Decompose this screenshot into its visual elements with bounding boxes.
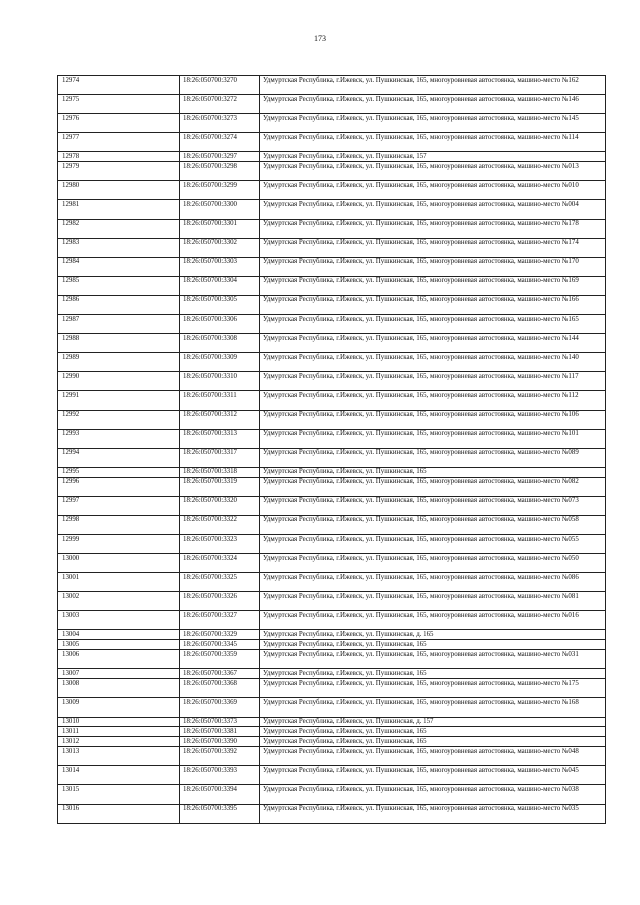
table-row [58, 200, 606, 219]
row-number-cell: 12997 [58, 496, 180, 515]
row-number-cell: 12993 [58, 429, 180, 448]
row-number-cell: 12995 [58, 467, 180, 477]
table-row [58, 295, 606, 314]
row-number-cell: 13016 [58, 804, 180, 823]
address-cell: Удмуртская Республика, г.Ижевск, ул. Пушкинская, 165, многоуровневая автостоянка, машино-место №140 [260, 353, 606, 372]
table-row [58, 334, 606, 353]
table-row [58, 592, 606, 611]
row-number-cell: 13003 [58, 611, 180, 630]
cadastral-number-cell: 18:26:050700:3306 [180, 315, 260, 334]
address-cell: Удмуртская Республика, г.Ижевск, ул. Пушкинская, 165, многоуровневая автостоянка, машино-место №082 [260, 477, 606, 496]
cadastral-number-cell: 18:26:050700:3359 [180, 650, 260, 669]
cadastral-number-cell: 18:26:050700:3299 [180, 181, 260, 200]
row-number-cell: 12976 [58, 114, 180, 133]
row-number-cell: 13014 [58, 766, 180, 785]
table-row [58, 727, 606, 737]
row-number-cell: 12989 [58, 353, 180, 372]
row-number-cell: 13000 [58, 554, 180, 573]
table-row [58, 353, 606, 372]
address-cell: Удмуртская Республика, г.Ижевск, ул. Пушкинская, 165 [260, 640, 606, 650]
address-cell: Удмуртская Республика, г.Ижевск, ул. Пушкинская, 165, многоуровневая автостоянка, машино-место №010 [260, 181, 606, 200]
row-number-cell: 12991 [58, 391, 180, 410]
cadastral-number-cell: 18:26:050700:3312 [180, 410, 260, 429]
table-row [58, 669, 606, 679]
cadastral-number-cell: 18:26:050700:3369 [180, 698, 260, 717]
row-number-cell: 13010 [58, 717, 180, 727]
address-cell: Удмуртская Республика, г.Ижевск, ул. Пушкинская, 165, многоуровневая автостоянка, машино-место №045 [260, 766, 606, 785]
table-row [58, 477, 606, 496]
row-number-cell: 12999 [58, 535, 180, 554]
table-row [58, 162, 606, 181]
cadastral-number-cell: 18:26:050700:3270 [180, 76, 260, 95]
row-number-cell: 13012 [58, 737, 180, 747]
address-cell: Удмуртская Республика, г.Ижевск, ул. Пушкинская, 165 [260, 467, 606, 477]
address-cell: Удмуртская Республика, г.Ижевск, ул. Пушкинская, 165, многоуровневая автостоянка, машино-место №050 [260, 554, 606, 573]
row-number-cell: 12975 [58, 95, 180, 114]
table-row [58, 515, 606, 534]
cadastral-number-cell: 18:26:050700:3313 [180, 429, 260, 448]
cadastral-number-cell: 18:26:050700:3367 [180, 669, 260, 679]
address-cell: Удмуртская Республика, г.Ижевск, ул. Пушкинская, 165, многоуровневая автостоянка, машино-место №168 [260, 698, 606, 717]
table-row [58, 76, 606, 95]
row-number-cell: 13009 [58, 698, 180, 717]
row-number-cell: 13013 [58, 747, 180, 766]
row-number-cell: 12977 [58, 133, 180, 152]
row-number-cell: 12996 [58, 477, 180, 496]
address-cell: Удмуртская Республика, г.Ижевск, ул. Пушкинская, 165, многоуровневая автостоянка, машино-место №035 [260, 804, 606, 823]
cadastral-number-cell: 18:26:050700:3311 [180, 391, 260, 410]
table-row [58, 630, 606, 640]
table-row [58, 181, 606, 200]
row-number-cell: 13008 [58, 679, 180, 698]
row-number-cell: 12984 [58, 257, 180, 276]
table-row [58, 391, 606, 410]
row-number-cell: 12990 [58, 372, 180, 391]
table-row [58, 679, 606, 698]
cadastral-number-cell: 18:26:050700:3325 [180, 573, 260, 592]
address-cell: Удмуртская Республика, г.Ижевск, ул. Пушкинская, 165, многоуровневая автостоянка, машино-место №013 [260, 162, 606, 181]
table-row [58, 747, 606, 766]
page-number: 173 [314, 34, 326, 43]
cadastral-number-cell: 18:26:050700:3274 [180, 133, 260, 152]
address-cell: Удмуртская Республика, г.Ижевск, ул. Пушкинская, 165 [260, 727, 606, 737]
cadastral-number-cell: 18:26:050700:3317 [180, 448, 260, 467]
address-cell: Удмуртская Республика, г.Ижевск, ул. Пушкинская, 165, многоуровневая автостоянка, машино-место №174 [260, 238, 606, 257]
address-cell: Удмуртская Республика, г.Ижевск, ул. Пушкинская, 165, многоуровневая автостоянка, машино-место №058 [260, 515, 606, 534]
table-row [58, 372, 606, 391]
address-cell: Удмуртская Республика, г.Ижевск, ул. Пушкинская, 165, многоуровневая автостоянка, машино-место №055 [260, 535, 606, 554]
table-row [58, 238, 606, 257]
address-cell: Удмуртская Республика, г.Ижевск, ул. Пушкинская, 165, многоуровневая автостоянка, машино-место №038 [260, 785, 606, 804]
address-cell: Удмуртская Республика, г.Ижевск, ул. Пушкинская, 165, многоуровневая автостоянка, машино-место №165 [260, 315, 606, 334]
table-row [58, 496, 606, 515]
address-cell: Удмуртская Республика, г.Ижевск, ул. Пушкинская, 165, многоуровневая автостоянка, машино-место №162 [260, 76, 606, 95]
cadastral-number-cell: 18:26:050700:3390 [180, 737, 260, 747]
row-number-cell: 13004 [58, 630, 180, 640]
row-number-cell: 13015 [58, 785, 180, 804]
row-number-cell: 12992 [58, 410, 180, 429]
address-cell: Удмуртская Республика, г.Ижевск, ул. Пушкинская, д. 157 [260, 717, 606, 727]
table-row [58, 114, 606, 133]
row-number-cell: 13005 [58, 640, 180, 650]
row-number-cell: 12986 [58, 295, 180, 314]
table-row [58, 611, 606, 630]
cadastral-number-cell: 18:26:050700:3303 [180, 257, 260, 276]
table-row [58, 410, 606, 429]
address-cell: Удмуртская Республика, г.Ижевск, ул. Пушкинская, 165, многоуровневая автостоянка, машино-место №169 [260, 276, 606, 295]
table-row [58, 219, 606, 238]
row-number-cell: 13006 [58, 650, 180, 669]
cadastral-number-cell: 18:26:050700:3394 [180, 785, 260, 804]
address-cell: Удмуртская Республика, г.Ижевск, ул. Пушкинская, 165 [260, 737, 606, 747]
table-row [58, 467, 606, 477]
table-row [58, 95, 606, 114]
cadastral-number-cell: 18:26:050700:3300 [180, 200, 260, 219]
address-cell: Удмуртская Республика, г.Ижевск, ул. Пушкинская, 165, многоуровневая автостоянка, машино-место №004 [260, 200, 606, 219]
address-cell: Удмуртская Республика, г.Ижевск, ул. Пушкинская, 165, многоуровневая автостоянка, машино-место №048 [260, 747, 606, 766]
table-row [58, 315, 606, 334]
address-cell: Удмуртская Республика, г.Ижевск, ул. Пушкинская, 165, многоуровневая автостоянка, машино-место №089 [260, 448, 606, 467]
table-row [58, 448, 606, 467]
table-row [58, 133, 606, 152]
table-row [58, 257, 606, 276]
cadastral-number-cell: 18:26:050700:3320 [180, 496, 260, 515]
address-cell: Удмуртская Республика, г.Ижевск, ул. Пушкинская, 165, многоуровневая автостоянка, машино-место №166 [260, 295, 606, 314]
row-number-cell: 12981 [58, 200, 180, 219]
registry-table-body [58, 76, 606, 824]
row-number-cell: 12994 [58, 448, 180, 467]
row-number-cell: 13002 [58, 592, 180, 611]
address-cell: Удмуртская Республика, г.Ижевск, ул. Пушкинская, 165, многоуровневая автостоянка, машино-место №073 [260, 496, 606, 515]
cadastral-number-cell: 18:26:050700:3368 [180, 679, 260, 698]
table-row [58, 640, 606, 650]
table-row [58, 698, 606, 717]
address-cell: Удмуртская Республика, г.Ижевск, ул. Пушкинская, 165, многоуровневая автостоянка, машино-место №170 [260, 257, 606, 276]
row-number-cell: 12987 [58, 315, 180, 334]
address-cell: Удмуртская Республика, г.Ижевск, ул. Пушкинская, 165, многоуровневая автостоянка, машино-место №106 [260, 410, 606, 429]
table-row [58, 535, 606, 554]
table-row [58, 717, 606, 727]
cadastral-number-cell: 18:26:050700:3393 [180, 766, 260, 785]
address-cell: Удмуртская Республика, г.Ижевск, ул. Пушкинская, 157 [260, 152, 606, 162]
cadastral-number-cell: 18:26:050700:3327 [180, 611, 260, 630]
table-row [58, 737, 606, 747]
row-number-cell: 13001 [58, 573, 180, 592]
address-cell: Удмуртская Республика, г.Ижевск, ул. Пушкинская, 165, многоуровневая автостоянка, машино-место №031 [260, 650, 606, 669]
cadastral-number-cell: 18:26:050700:3319 [180, 477, 260, 496]
table-row [58, 152, 606, 162]
row-number-cell: 12998 [58, 515, 180, 534]
row-number-cell: 12980 [58, 181, 180, 200]
table-row [58, 804, 606, 823]
cadastral-number-cell: 18:26:050700:3392 [180, 747, 260, 766]
address-cell: Удмуртская Республика, г.Ижевск, ул. Пушкинская, 165, многоуровневая автостоянка, машино-место №101 [260, 429, 606, 448]
address-cell: Удмуртская Республика, г.Ижевск, ул. Пушкинская, 165 [260, 669, 606, 679]
address-cell: Удмуртская Республика, г.Ижевск, ул. Пушкинская, 165, многоуровневая автостоянка, машино-место №117 [260, 372, 606, 391]
cadastral-number-cell: 18:26:050700:3298 [180, 162, 260, 181]
cadastral-number-cell: 18:26:050700:3345 [180, 640, 260, 650]
cadastral-number-cell: 18:26:050700:3381 [180, 727, 260, 737]
row-number-cell: 12978 [58, 152, 180, 162]
cadastral-number-cell: 18:26:050700:3329 [180, 630, 260, 640]
cadastral-number-cell: 18:26:050700:3310 [180, 372, 260, 391]
address-cell: Удмуртская Республика, г.Ижевск, ул. Пушкинская, 165, многоуровневая автостоянка, машино-место №114 [260, 133, 606, 152]
address-cell: Удмуртская Республика, г.Ижевск, ул. Пушкинская, 165, многоуровневая автостоянка, машино-место №145 [260, 114, 606, 133]
cadastral-number-cell: 18:26:050700:3302 [180, 238, 260, 257]
address-cell: Удмуртская Республика, г.Ижевск, ул. Пушкинская, 165, многоуровневая автостоянка, машино-место №178 [260, 219, 606, 238]
row-number-cell: 13011 [58, 727, 180, 737]
cadastral-number-cell: 18:26:050700:3373 [180, 717, 260, 727]
address-cell: Удмуртская Республика, г.Ижевск, ул. Пушкинская, 165, многоуровневая автостоянка, машино-место №146 [260, 95, 606, 114]
table-row [58, 785, 606, 804]
address-cell: Удмуртская Республика, г.Ижевск, ул. Пушкинская, 165, многоуровневая автостоянка, машино-место №175 [260, 679, 606, 698]
table-row [58, 766, 606, 785]
cadastral-number-cell: 18:26:050700:3309 [180, 353, 260, 372]
table-row [58, 554, 606, 573]
address-cell: Удмуртская Республика, г.Ижевск, ул. Пушкинская, 165, многоуровневая автостоянка, машино-место №086 [260, 573, 606, 592]
address-cell: Удмуртская Республика, г.Ижевск, ул. Пушкинская, 165, многоуровневая автостоянка, машино-место №081 [260, 592, 606, 611]
cadastral-number-cell: 18:26:050700:3304 [180, 276, 260, 295]
address-cell: Удмуртская Республика, г.Ижевск, ул. Пушкинская, д. 165 [260, 630, 606, 640]
cadastral-number-cell: 18:26:050700:3272 [180, 95, 260, 114]
address-cell: Удмуртская Республика, г.Ижевск, ул. Пушкинская, 165, многоуровневая автостоянка, машино-место №016 [260, 611, 606, 630]
cadastral-number-cell: 18:26:050700:3273 [180, 114, 260, 133]
cadastral-number-cell: 18:26:050700:3395 [180, 804, 260, 823]
address-cell: Удмуртская Республика, г.Ижевск, ул. Пушкинская, 165, многоуровневая автостоянка, машино-место №144 [260, 334, 606, 353]
row-number-cell: 12985 [58, 276, 180, 295]
row-number-cell: 12983 [58, 238, 180, 257]
cadastral-number-cell: 18:26:050700:3297 [180, 152, 260, 162]
row-number-cell: 12979 [58, 162, 180, 181]
table-row [58, 429, 606, 448]
cadastral-number-cell: 18:26:050700:3305 [180, 295, 260, 314]
row-number-cell: 12988 [58, 334, 180, 353]
cadastral-number-cell: 18:26:050700:3324 [180, 554, 260, 573]
table-row [58, 276, 606, 295]
row-number-cell: 12982 [58, 219, 180, 238]
cadastral-number-cell: 18:26:050700:3308 [180, 334, 260, 353]
row-number-cell: 12974 [58, 76, 180, 95]
cadastral-number-cell: 18:26:050700:3301 [180, 219, 260, 238]
row-number-cell: 13007 [58, 669, 180, 679]
cadastral-number-cell: 18:26:050700:3322 [180, 515, 260, 534]
property-registry-table [57, 75, 606, 824]
table-row [58, 573, 606, 592]
address-cell: Удмуртская Республика, г.Ижевск, ул. Пушкинская, 165, многоуровневая автостоянка, машино-место №112 [260, 391, 606, 410]
cadastral-number-cell: 18:26:050700:3323 [180, 535, 260, 554]
cadastral-number-cell: 18:26:050700:3318 [180, 467, 260, 477]
cadastral-number-cell: 18:26:050700:3326 [180, 592, 260, 611]
table-row [58, 650, 606, 669]
